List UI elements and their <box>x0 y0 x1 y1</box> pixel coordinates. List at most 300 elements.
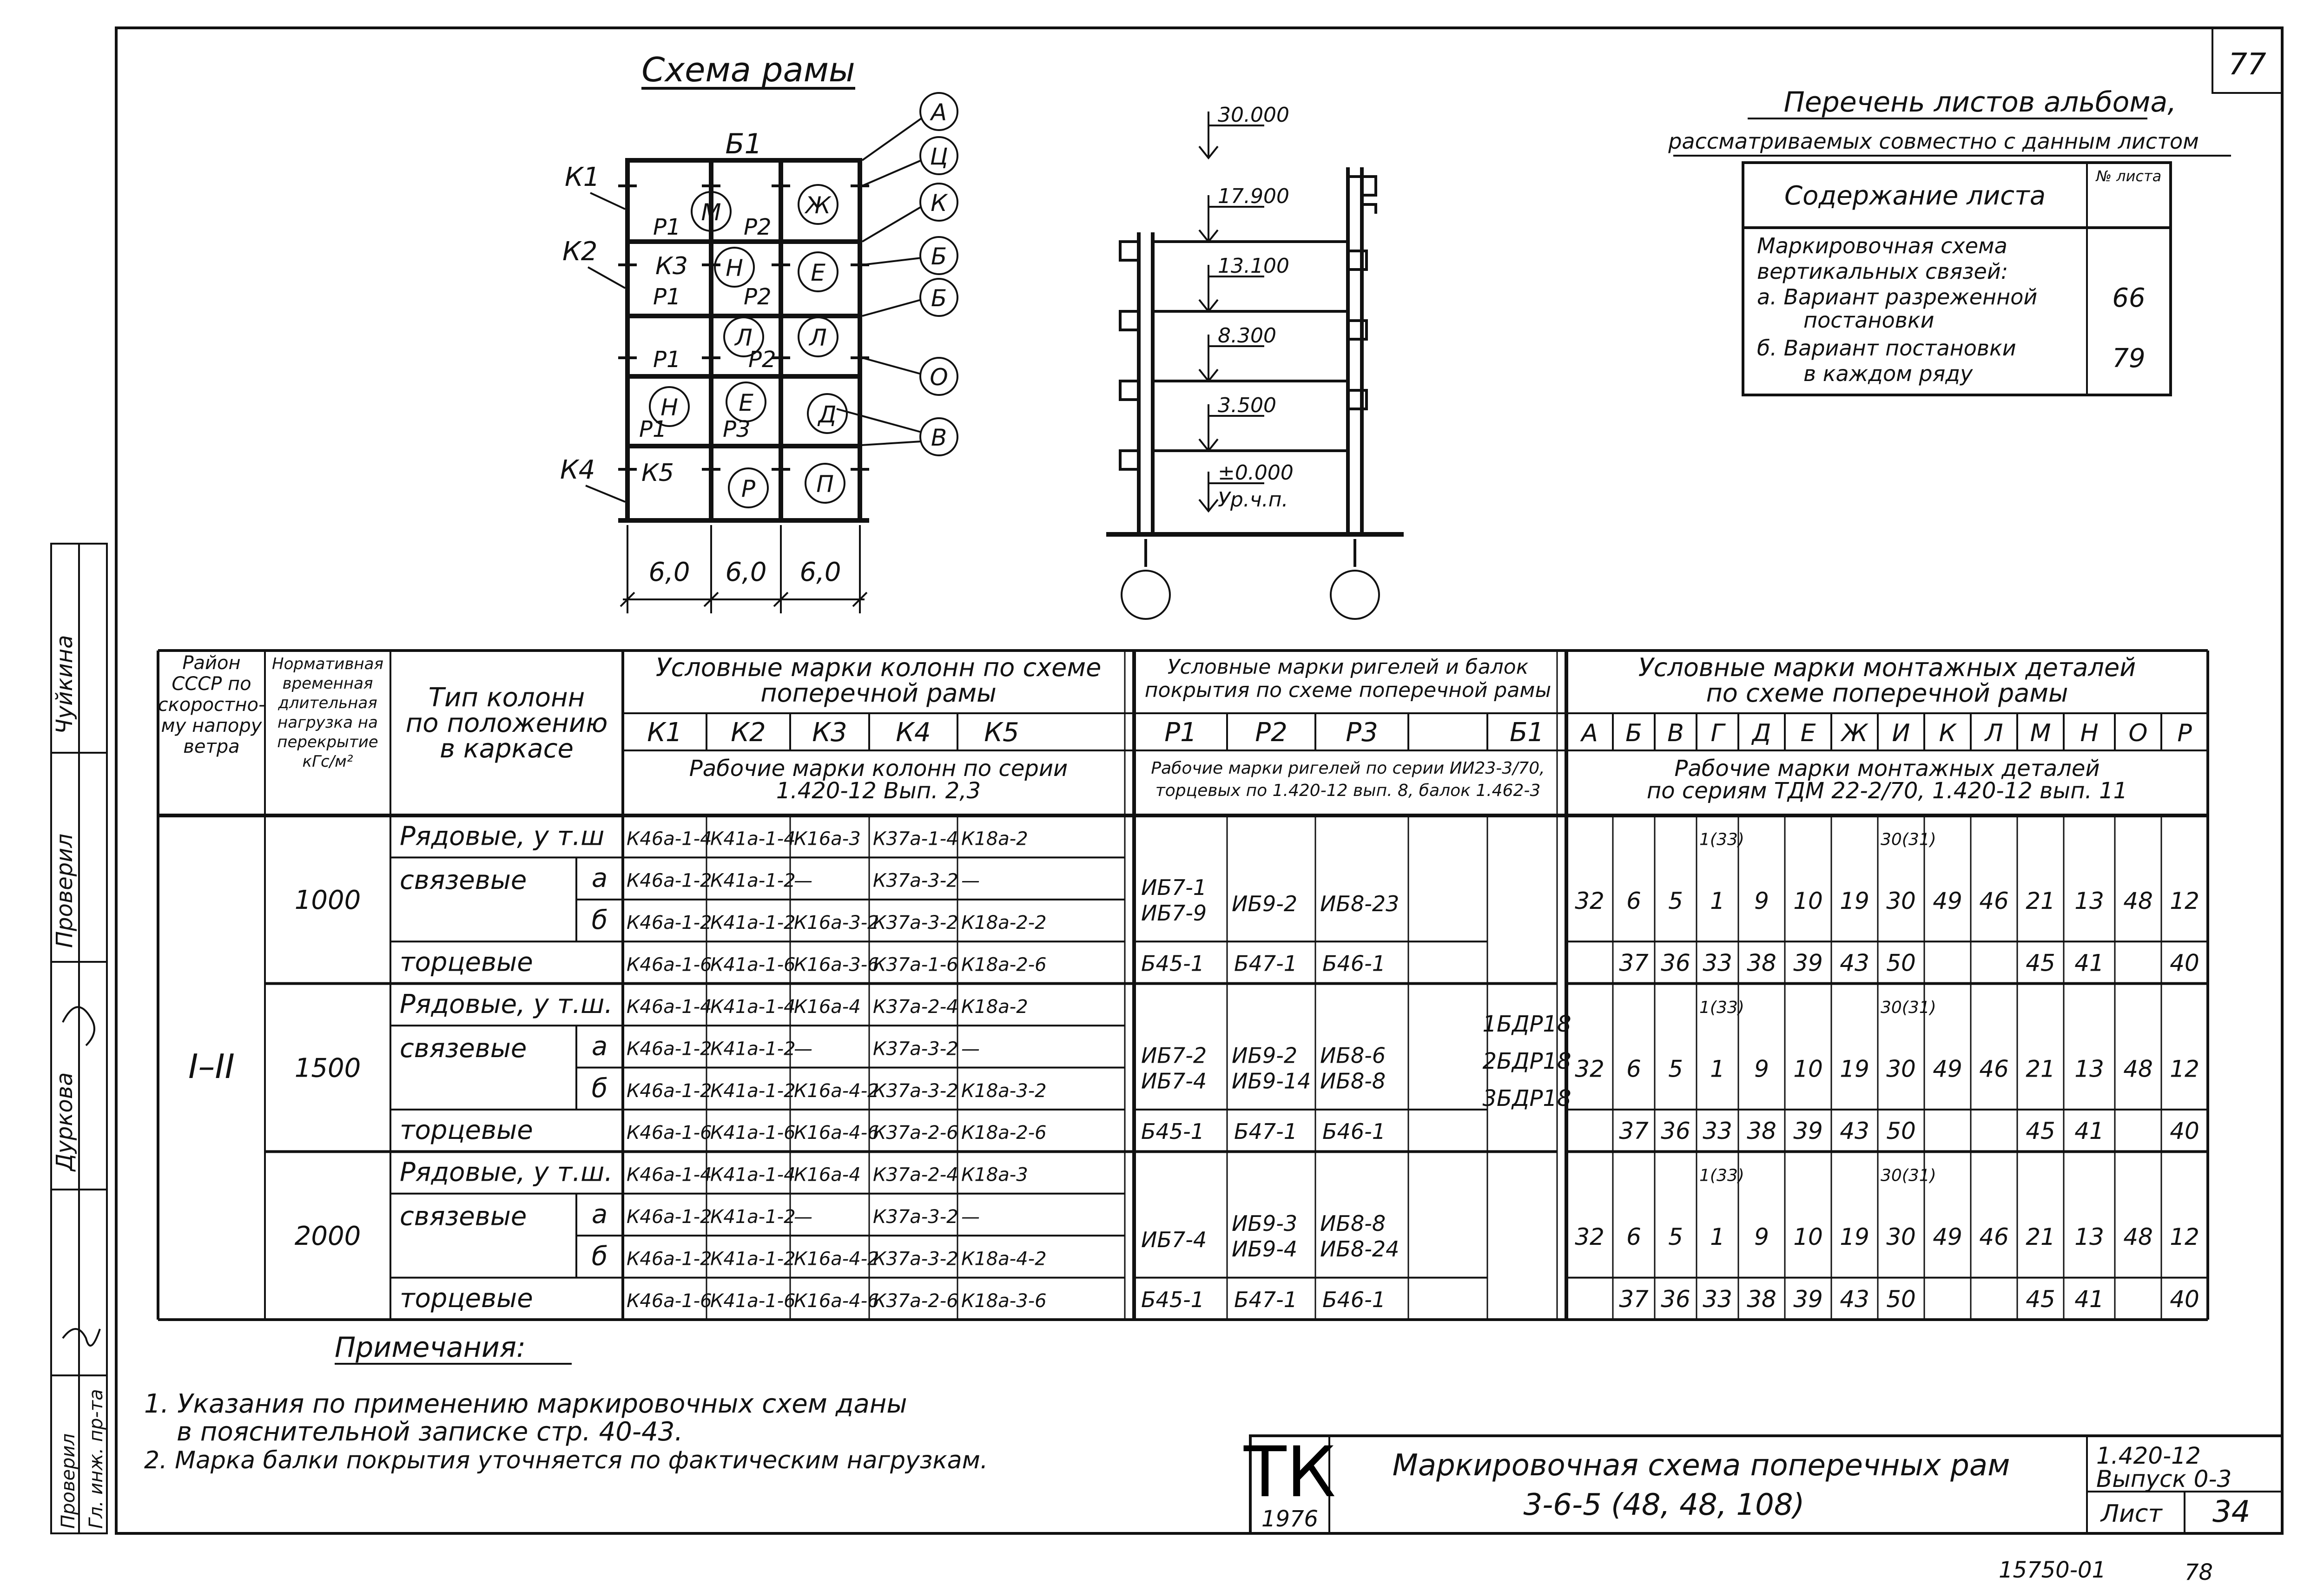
circle-mark <box>920 418 957 455</box>
detail-mark-cell: 12 <box>2170 1055 2199 1083</box>
rigel-mark-cell: ИБ9-4 <box>1232 1236 1298 1262</box>
header-region: ветра <box>183 736 240 757</box>
column-mark-cell: К16а-4-6 <box>794 1290 879 1312</box>
column-mark-cell: К46а-1-6 <box>627 954 712 976</box>
column-mark-cell: — <box>961 870 980 892</box>
rigel-label: Р3 <box>723 416 751 442</box>
column-type: торцевые <box>400 947 533 978</box>
header-rigels-series: Рабочие марки ригелей по серии ИИ23-3/70, <box>1151 759 1545 778</box>
column-mark-cell: К18а-2-6 <box>961 1122 1047 1144</box>
detail-mark-cell: 30 <box>1886 1223 1916 1251</box>
header-detail-mark: Г <box>1710 719 1724 747</box>
svg-text:Р: Р <box>741 475 756 502</box>
header-rigel-mark: Р1 <box>1164 717 1197 748</box>
column-mark-cell: К41а-1-4 <box>710 1164 796 1186</box>
header-detail-mark: Е <box>1800 719 1816 747</box>
rigel-mark-cell: ИБ7-1 <box>1141 874 1207 900</box>
circle-mark <box>799 185 838 224</box>
signature <box>63 1329 100 1346</box>
frame-scheme <box>560 50 957 613</box>
header-rigel-mark: Б1 <box>1509 717 1545 748</box>
detail-mark-cell: 48 <box>2123 1223 2153 1251</box>
detail-mark-cell: 32 <box>1575 1223 1604 1251</box>
detail-end-mark-cell: 37 <box>1619 1285 1649 1313</box>
header-load: временная <box>282 674 373 693</box>
detail-mark-cell: 12 <box>2170 1223 2199 1251</box>
stamp-role: Проверил <box>58 1433 79 1529</box>
detail-end-mark-cell: 43 <box>1840 949 1869 977</box>
column-mark-cell: — <box>961 1038 980 1060</box>
column-label-k5: К5 <box>641 459 674 487</box>
svg-text:Ж: Ж <box>805 192 831 219</box>
beam-mark-cell: 3БДР18 <box>1482 1085 1571 1111</box>
rigel-label: Р2 <box>744 284 772 310</box>
circle-mark <box>808 394 847 433</box>
header-load: кГс/м² <box>302 752 353 771</box>
header-columns-series: 1.420-12 Вып. 2,3 <box>776 778 981 804</box>
detail-end-mark-cell: 41 <box>2074 1285 2104 1313</box>
column-mark-cell: К37а-3-2 <box>873 1038 958 1060</box>
detail-end-mark-cell: 36 <box>1661 1118 1690 1145</box>
column-mark-cell: К37а-2-4 <box>873 1164 958 1186</box>
column-mark-cell: К41а-1-6 <box>710 1122 796 1144</box>
sheet-list-row-text: постановки <box>1803 308 1934 333</box>
column-mark-cell: — <box>794 870 812 892</box>
detail-mark-cell: 1 <box>1710 1223 1725 1251</box>
detail-mark-cell: 9 <box>1754 1055 1769 1083</box>
header-details-series: Рабочие марки монтажных деталей <box>1674 756 2100 782</box>
circle-mark <box>920 237 957 274</box>
circle-mark <box>650 387 689 426</box>
detail-end-mark-cell: 39 <box>1793 1118 1823 1145</box>
circle-mark <box>715 248 754 287</box>
detail-mark-cell: 30 <box>1886 1055 1916 1083</box>
detail-end-mark-cell: 33 <box>1703 1285 1732 1313</box>
column-subtype: б <box>591 905 608 936</box>
svg-text:П: П <box>816 471 834 498</box>
rigel-label: Р2 <box>744 214 772 240</box>
sheet-number-bottom: 78 <box>2185 1559 2213 1585</box>
rigel-mark-cell: ИБ8-23 <box>1320 891 1400 916</box>
column-mark-cell: — <box>794 1206 812 1228</box>
region-value: I–II <box>188 1047 235 1086</box>
column-mark-cell: К41а-1-2 <box>710 1248 796 1270</box>
column-mark-cell: К16а-4-6 <box>794 1122 879 1144</box>
column-subtype: а <box>591 1031 608 1062</box>
column-mark-cell: К46а-1-2 <box>627 1038 712 1060</box>
stamp-role: Гл. инж. пр-та <box>86 1389 107 1529</box>
drawing-title-sub: 3-6-5 (48, 48, 108) <box>1523 1488 1805 1522</box>
svg-text:Л: Л <box>735 324 753 351</box>
rigel-label: Р1 <box>639 416 667 442</box>
notes-title: Примечания: <box>335 1331 526 1364</box>
title-block <box>1243 1432 2282 1585</box>
detail-mark-cell: 10 <box>1793 1055 1823 1083</box>
header-detail-mark: Н <box>2080 719 2099 747</box>
column-mark-cell: — <box>961 1206 980 1228</box>
column-mark-cell: — <box>794 1038 812 1060</box>
detail-mark-cell: 46 <box>1979 1223 2009 1251</box>
detail-end-mark-cell: 50 <box>1886 949 1916 977</box>
svg-text:Е: Е <box>811 259 825 286</box>
detail-mark-cell: 6 <box>1626 1223 1641 1251</box>
column-mark-cell: К16а-3 <box>794 828 861 850</box>
rigel-end-mark-cell: Б45-1 <box>1141 951 1204 976</box>
column-mark-cell: К18а-3 <box>961 1164 1028 1186</box>
circle-mark <box>920 279 957 316</box>
detail-end-mark-cell: 40 <box>2170 1285 2199 1313</box>
rigel-mark-cell: ИБ8-24 <box>1320 1236 1400 1262</box>
sheet-list-row-text: вертикальных связей: <box>1757 259 2008 284</box>
detail-mark-cell: 32 <box>1575 1055 1604 1083</box>
header-column-mark: К3 <box>812 717 847 748</box>
detail-end-mark-cell: 33 <box>1703 1118 1732 1145</box>
detail-end-mark-cell: 45 <box>2026 949 2055 977</box>
detail-end-mark-cell: 45 <box>2026 1118 2055 1145</box>
detail-end-mark-cell: 38 <box>1747 949 1776 977</box>
detail-end-mark-cell: 33 <box>1703 949 1732 977</box>
drawing-title: Маркировочная схема поперечных рам <box>1392 1448 2010 1483</box>
column-subtype: а <box>591 1199 608 1230</box>
column-subtype: а <box>591 863 608 894</box>
detail-end-mark-cell: 41 <box>2074 949 2104 977</box>
header-columns-series: Рабочие марки колонн по серии <box>689 756 1068 782</box>
circle-mark <box>724 317 763 356</box>
detail-mark-cell: 13 <box>2074 1055 2104 1083</box>
column-mark-cell: К37а-2-6 <box>873 1290 958 1312</box>
detail-mark-cell: 30(31) <box>1881 998 1936 1017</box>
column-mark-cell: К41а-1-4 <box>710 828 796 850</box>
elevation-label: 30.000 <box>1218 103 1289 127</box>
column-mark-cell: К37а-3-2 <box>873 1206 958 1228</box>
column-label-k2: К2 <box>562 237 598 267</box>
rigel-mark-cell: ИБ7-4 <box>1141 1227 1207 1253</box>
detail-mark-cell: 6 <box>1626 1055 1641 1083</box>
column-mark-cell: К16а-4 <box>794 1164 861 1186</box>
note-line: в пояснительной записке стр. 40-43. <box>177 1417 683 1447</box>
header-column-mark: К4 <box>896 717 931 748</box>
column-mark-cell: К41а-1-2 <box>710 1206 796 1228</box>
header-type: по положению <box>405 708 608 738</box>
detail-end-mark-cell: 43 <box>1840 1118 1869 1145</box>
header-detail-mark: А <box>1581 719 1598 747</box>
column-mark-cell: К46а-1-6 <box>627 1122 712 1144</box>
circle-mark <box>799 252 838 291</box>
column-mark-cell: К46а-1-4 <box>627 996 712 1018</box>
detail-mark-cell: 48 <box>2123 887 2153 914</box>
column-mark-cell: К46а-1-2 <box>627 1206 712 1228</box>
detail-mark-cell: 46 <box>1979 1055 2009 1083</box>
circle-mark <box>920 137 957 174</box>
column-type: торцевые <box>400 1115 533 1146</box>
column-type: связевые <box>400 1201 527 1232</box>
sheet-list-row-number: 66 <box>2112 283 2146 313</box>
detail-mark-cell: 1(33) <box>1699 998 1744 1017</box>
rigel-end-mark-cell: Б46-1 <box>1322 1287 1386 1312</box>
column-mark-cell: К37а-3-2 <box>873 870 958 892</box>
column-mark-cell: К16а-4-2 <box>794 1248 879 1270</box>
detail-mark-cell: 19 <box>1840 887 1869 914</box>
header-load: нагрузка на <box>277 713 378 732</box>
detail-mark-cell: 9 <box>1754 1223 1769 1251</box>
sheet-list-row-text: б. Вариант постановки <box>1757 335 2016 361</box>
rigel-end-mark-cell: Б45-1 <box>1141 1119 1204 1144</box>
circle-mark <box>920 93 957 130</box>
rigel-mark-cell: ИБ7-4 <box>1141 1068 1207 1094</box>
header-type: Тип колонн <box>428 683 585 713</box>
header-load: Нормативная <box>272 655 383 673</box>
column-mark-cell: К18а-2 <box>961 996 1028 1018</box>
svg-text:Б: Б <box>931 243 947 270</box>
rigel-mark-cell: ИБ9-3 <box>1232 1211 1298 1236</box>
header-region: му напору <box>161 715 262 736</box>
header-details-series: по сериям ТДМ 22-2/70, 1.420-12 вып. 11 <box>1646 778 2128 804</box>
svg-text:Б: Б <box>931 285 947 312</box>
main-table <box>158 651 2208 1320</box>
detail-mark-cell: 30(31) <box>1881 1166 1936 1185</box>
column-mark-cell: К16а-3-6 <box>794 954 879 976</box>
detail-mark-cell: 12 <box>2170 887 2199 914</box>
rigel-end-mark-cell: Б46-1 <box>1322 951 1386 976</box>
column-subtype: б <box>591 1241 608 1272</box>
svg-text:Е: Е <box>739 389 753 416</box>
sheet-list-subtitle: рассматриваемых совместно с данным листом <box>1668 129 2199 154</box>
page-number: 77 <box>2228 47 2266 82</box>
rigel-mark-cell: ИБ9-14 <box>1232 1068 1311 1094</box>
sheet-list-row-text: а. Вариант разреженной <box>1757 284 2038 309</box>
column-mark-cell: К41а-1-6 <box>710 954 796 976</box>
column-mark-cell: К37а-1-4 <box>873 828 958 850</box>
column-mark-cell: К46а-1-4 <box>627 1164 712 1186</box>
svg-text:О: О <box>930 364 948 391</box>
archive-number: 15750-01 <box>1999 1557 2106 1583</box>
column-mark-cell: К46а-1-2 <box>627 912 712 934</box>
column-mark-cell: К18а-2-6 <box>961 954 1047 976</box>
rigel-end-mark-cell: Б45-1 <box>1141 1287 1204 1312</box>
header-detail-mark: Д <box>1752 719 1771 747</box>
detail-end-mark-cell: 37 <box>1619 949 1649 977</box>
sheet-list-row-text: в каждом ряду <box>1803 361 1973 386</box>
header-rigel-mark: Р2 <box>1255 717 1287 748</box>
circle-mark <box>805 464 845 503</box>
rigel-end-mark-cell: Б47-1 <box>1234 1119 1297 1144</box>
column-mark-cell: К37а-2-4 <box>873 996 958 1018</box>
header-detail-mark: Р <box>2177 719 2192 747</box>
sheet-list-row-number: 79 <box>2112 343 2146 374</box>
detail-end-mark-cell: 38 <box>1747 1285 1776 1313</box>
detail-mark-cell: 1(33) <box>1699 830 1744 849</box>
header-load: перекрытие <box>277 733 378 751</box>
detail-mark-cell: 49 <box>1933 887 1962 914</box>
sheet-list-title: Перечень листов альбома, <box>1783 86 2177 118</box>
column-mark-cell: К37а-2-6 <box>873 1122 958 1144</box>
detail-end-mark-cell: 40 <box>2170 949 2199 977</box>
detail-mark-cell: 5 <box>1668 887 1683 914</box>
header-columns-title: поперечной рамы <box>760 678 997 708</box>
rigel-mark-cell: ИБ8-8 <box>1320 1211 1386 1236</box>
column-mark-cell: К16а-3-2 <box>794 912 879 934</box>
column-label-k1: К1 <box>565 162 600 192</box>
detail-mark-cell: 5 <box>1668 1223 1683 1251</box>
detail-mark-cell: 30 <box>1886 887 1916 914</box>
header-load: длительная <box>278 694 377 712</box>
span-dimension: 6,0 <box>648 557 690 587</box>
rigel-label: Р1 <box>653 347 681 373</box>
detail-mark-cell: 13 <box>2074 887 2104 914</box>
rigel-end-mark-cell: Б47-1 <box>1234 951 1297 976</box>
detail-mark-cell: 1 <box>1710 1055 1725 1083</box>
detail-end-mark-cell: 36 <box>1661 1285 1690 1313</box>
svg-text:Л: Л <box>809 324 827 351</box>
column-mark-cell: К46а-1-4 <box>627 828 712 850</box>
header-region: скоростно- <box>158 694 265 716</box>
detail-end-mark-cell: 37 <box>1619 1118 1649 1145</box>
header-type: в каркасе <box>440 734 574 764</box>
detail-mark-cell: 10 <box>1793 887 1823 914</box>
detail-end-mark-cell: 50 <box>1886 1285 1916 1313</box>
column-type: Рядовые, у т.ш. <box>400 989 613 1019</box>
header-rigels-title: покрытия по схеме поперечной рамы <box>1144 678 1552 702</box>
elevation-label: 3.500 <box>1218 394 1276 417</box>
stamp-name: Чуйкина <box>52 635 78 734</box>
rigel-label: Р1 <box>653 284 681 310</box>
elevation-label: 13.100 <box>1218 254 1289 278</box>
detail-mark-cell: 49 <box>1933 1223 1962 1251</box>
section-view <box>1106 103 1404 619</box>
svg-text:М: М <box>701 199 721 226</box>
column-label-k3: К3 <box>655 252 688 280</box>
notes <box>144 1331 988 1474</box>
sheet-list-row-text: Маркировочная схема <box>1757 233 2007 258</box>
rigel-mark-cell: ИБ8-8 <box>1320 1068 1386 1094</box>
detail-end-mark-cell: 40 <box>2170 1118 2199 1145</box>
header-rigels-series: торцевых по 1.420-12 вып. 8, балок 1.462-3 <box>1155 781 1541 800</box>
stamp-name: Дуркова <box>52 1072 78 1171</box>
detail-end-mark-cell: 45 <box>2026 1285 2055 1313</box>
svg-text:Д: Д <box>818 401 837 428</box>
column-mark-cell: К37а-3-2 <box>873 1080 958 1102</box>
detail-mark-cell: 19 <box>1840 1055 1869 1083</box>
detail-mark-cell: 1 <box>1710 887 1725 914</box>
header-columns-title: Условные марки колонн по схеме <box>655 653 1102 682</box>
column-mark-cell: К37а-1-6 <box>873 954 958 976</box>
circle-mark <box>726 382 766 421</box>
column-type: связевые <box>400 865 527 896</box>
column-mark-cell: К18а-2 <box>961 828 1028 850</box>
elevation-label: 17.900 <box>1218 184 1289 208</box>
rigel-label: Р1 <box>653 214 681 240</box>
column-type: Рядовые, у т.ш <box>400 821 605 852</box>
svg-text:А: А <box>931 99 947 126</box>
load-value: 1000 <box>294 885 361 915</box>
detail-mark-cell: 46 <box>1979 887 2009 914</box>
detail-end-mark-cell: 39 <box>1793 949 1823 977</box>
detail-mark-cell: 21 <box>2026 1055 2055 1083</box>
elevation-label: Ур.ч.п. <box>1218 488 1288 512</box>
detail-mark-cell: 32 <box>1575 887 1604 914</box>
detail-mark-cell: 48 <box>2123 1055 2153 1083</box>
detail-mark-cell: 5 <box>1668 1055 1683 1083</box>
column-mark-cell: К46а-1-2 <box>627 1080 712 1102</box>
span-dimension: 6,0 <box>799 557 841 587</box>
column-mark-cell: К37а-3-2 <box>873 912 958 934</box>
circle-mark <box>729 468 768 507</box>
header-detail-mark: Л <box>1985 719 2003 747</box>
rigel-mark-cell: ИБ8-6 <box>1320 1043 1386 1068</box>
rigel-mark-cell: ИБ7-9 <box>1141 900 1207 926</box>
header-region: Район <box>182 652 241 674</box>
circle-mark <box>799 317 838 356</box>
column-mark-cell: К18а-4-2 <box>961 1248 1047 1270</box>
header-region: СССР по <box>172 673 251 695</box>
detail-mark-cell: 13 <box>2074 1223 2104 1251</box>
detail-mark-cell: 21 <box>2026 1223 2055 1251</box>
column-mark-cell: К46а-1-2 <box>627 1248 712 1270</box>
detail-mark-cell: 9 <box>1754 887 1769 914</box>
detail-mark-cell: 19 <box>1840 1223 1869 1251</box>
rigel-label: Р2 <box>748 347 776 373</box>
load-value: 1500 <box>294 1053 361 1084</box>
header-column-mark: К2 <box>731 717 766 748</box>
stamp-role: Проверил <box>52 833 78 948</box>
column-type: торцевые <box>400 1283 533 1314</box>
detail-end-mark-cell: 39 <box>1793 1285 1823 1313</box>
column-mark-cell: К41а-1-2 <box>710 870 796 892</box>
rigel-end-mark-cell: Б46-1 <box>1322 1119 1386 1144</box>
title-block-year: 1976 <box>1261 1506 1319 1532</box>
load-value: 2000 <box>294 1221 361 1252</box>
sheet-list <box>1668 86 2231 395</box>
header-detail-mark: О <box>2128 719 2148 747</box>
circle-mark <box>920 184 957 221</box>
header-column-mark: К1 <box>647 717 682 748</box>
column-mark-cell: К41а-1-2 <box>710 912 796 934</box>
elevation-label: ±0.000 <box>1218 461 1294 485</box>
rigel-mark-cell: ИБ9-2 <box>1232 891 1298 916</box>
column-type: Рядовые, у т.ш. <box>400 1157 613 1188</box>
column-subtype: б <box>591 1073 608 1104</box>
column-mark-cell: К46а-1-6 <box>627 1290 712 1312</box>
column-mark-cell: К41а-1-6 <box>710 1290 796 1312</box>
column-mark-cell: К18а-3-2 <box>961 1080 1047 1102</box>
svg-text:Ц: Ц <box>930 143 948 170</box>
column-label-k4: К4 <box>560 455 595 485</box>
span-dimension: 6,0 <box>725 557 767 587</box>
series-number: 1.420-12 <box>2096 1442 2201 1469</box>
rigel-mark-cell: ИБ9-2 <box>1232 1043 1298 1068</box>
detail-end-mark-cell: 38 <box>1747 1118 1776 1145</box>
column-mark-cell: К16а-4 <box>794 996 861 1018</box>
header-detail-mark: И <box>1892 719 1910 747</box>
circle-mark <box>920 358 957 395</box>
svg-text:Н: Н <box>660 394 678 421</box>
note-line: 1. Указания по применению маркировочных схем даны <box>144 1389 907 1419</box>
svg-text:Н: Н <box>726 255 743 282</box>
elevation-label: 8.300 <box>1218 324 1276 348</box>
detail-mark-cell: 30(31) <box>1881 830 1936 849</box>
detail-mark-cell: 49 <box>1933 1055 1962 1083</box>
column-mark-cell: К46а-1-2 <box>627 870 712 892</box>
header-detail-mark: Б <box>1625 719 1642 747</box>
column-type: связевые <box>400 1033 527 1064</box>
header-column-mark: К5 <box>984 717 1019 748</box>
beam-mark-cell: 2БДР18 <box>1482 1048 1571 1074</box>
detail-end-mark-cell: 43 <box>1840 1285 1869 1313</box>
header-detail-mark: М <box>2030 719 2051 747</box>
rigel-mark-cell: ИБ7-2 <box>1141 1043 1207 1068</box>
header-detail-mark: Ж <box>1841 719 1868 747</box>
beam-label: Б1 <box>725 128 762 160</box>
